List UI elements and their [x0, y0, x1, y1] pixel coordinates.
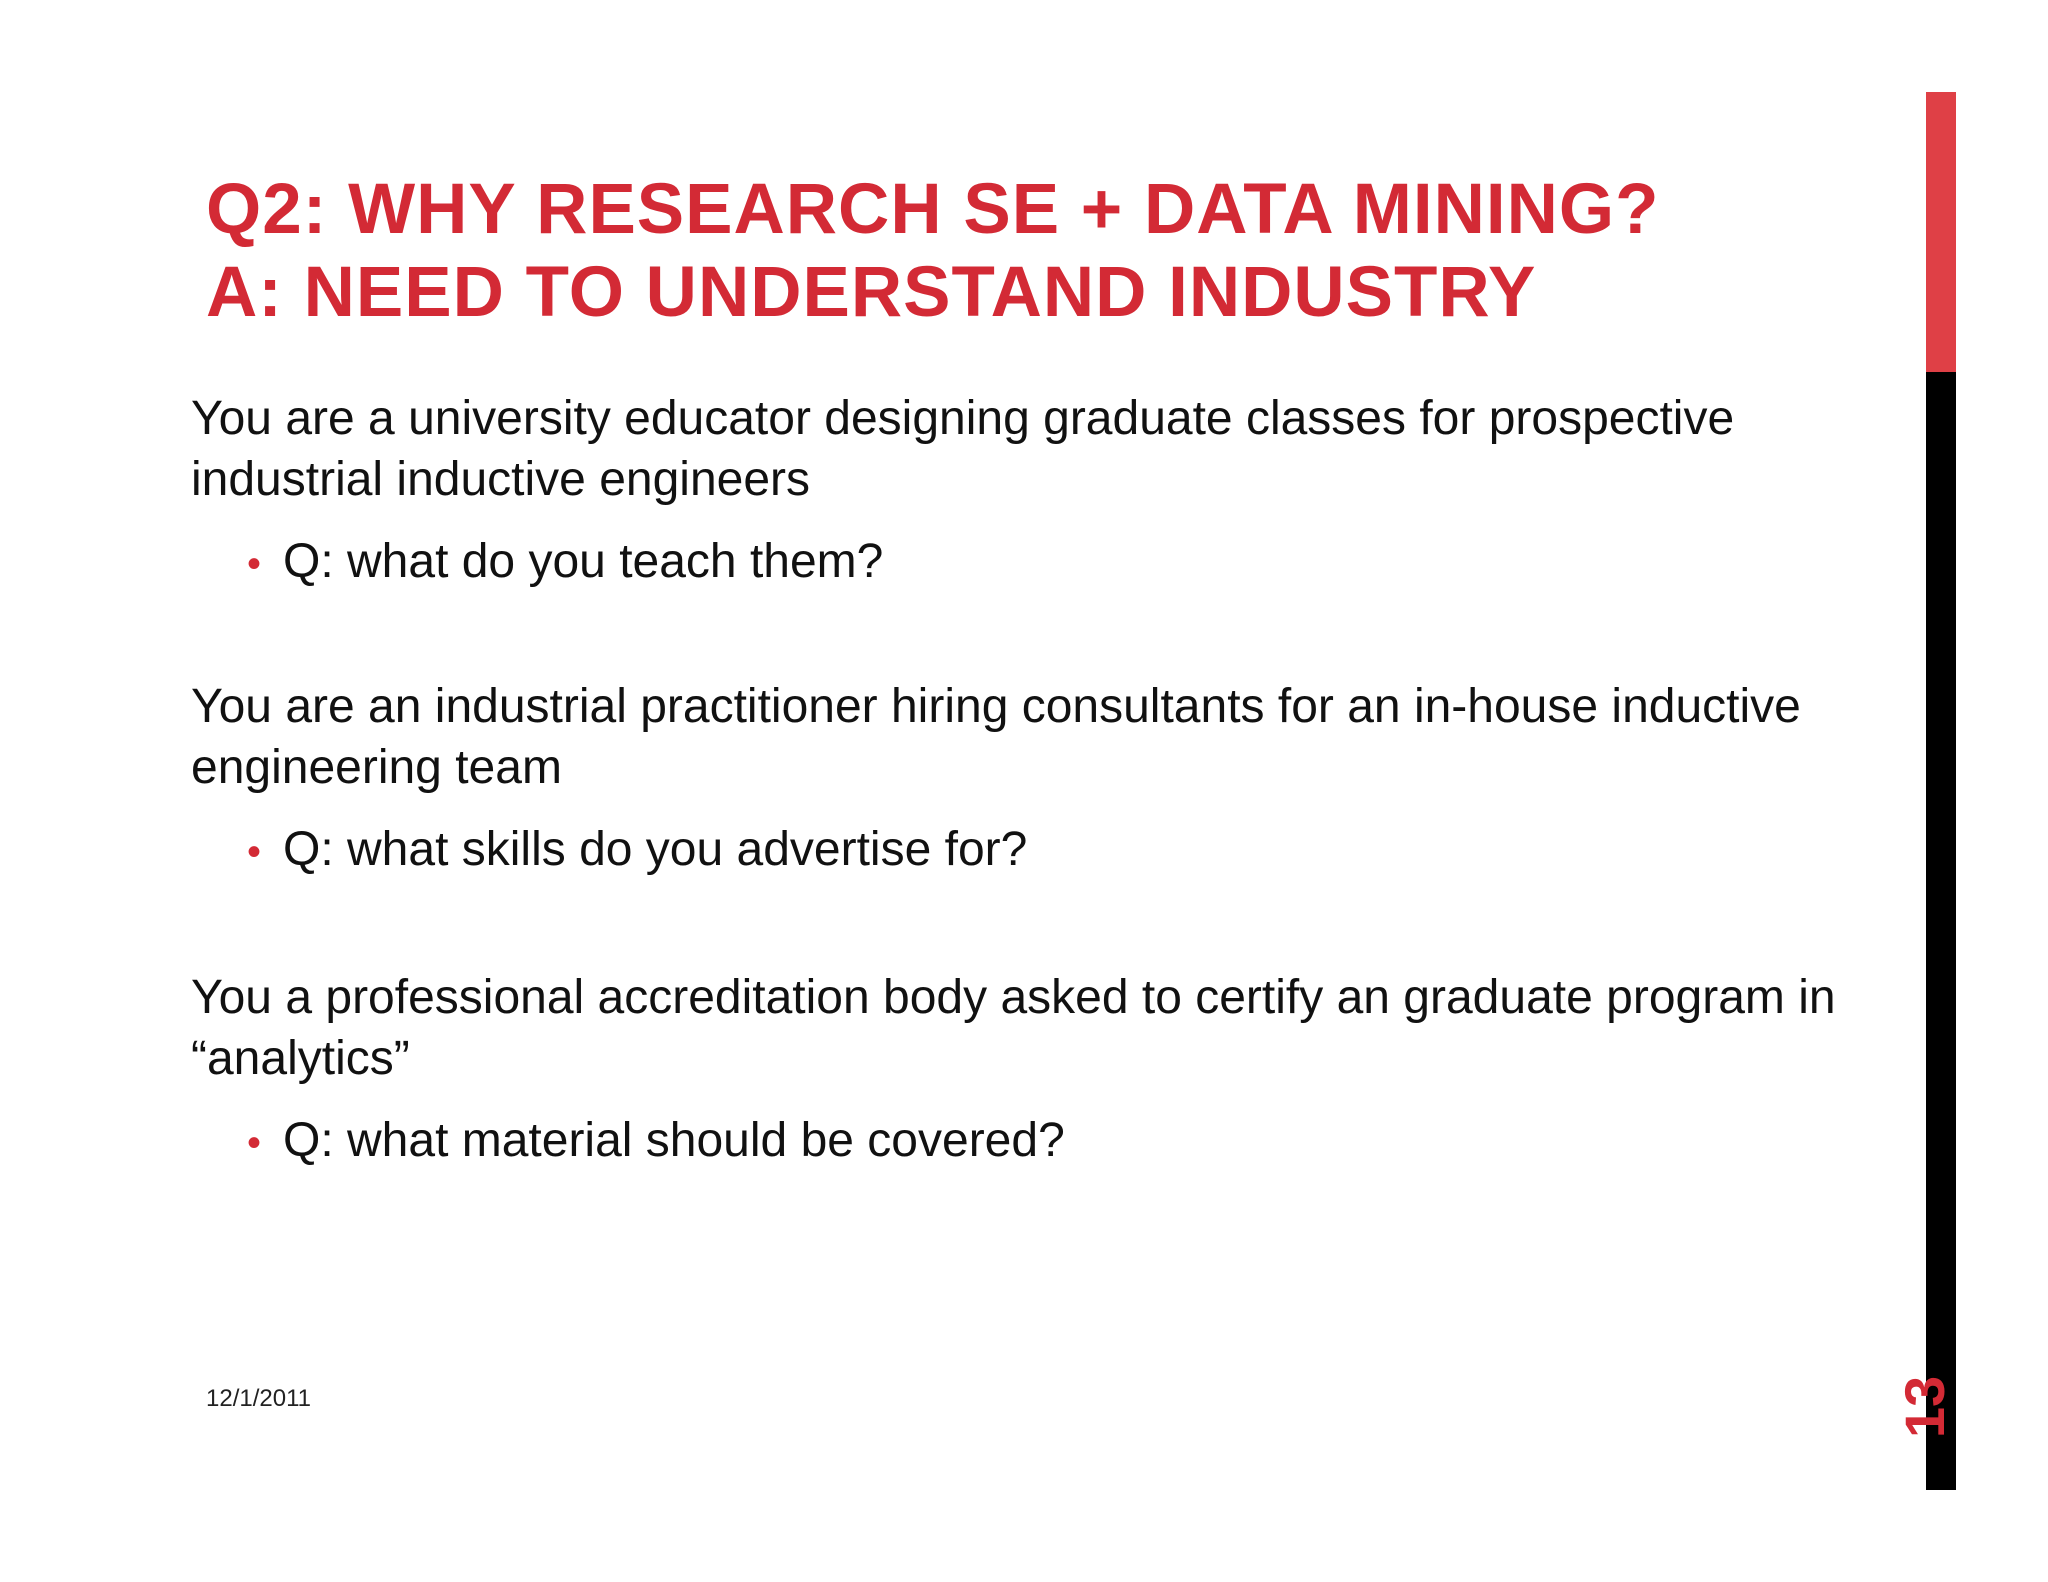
- sidebar-accent-black: [1926, 372, 1956, 1490]
- bullet-item: [247, 1110, 1891, 1174]
- title-line-2: A: NEED TO UNDERSTAND INDUSTRY: [206, 253, 1537, 332]
- content-block: [191, 388, 1891, 595]
- bullet-dot-icon: •: [247, 830, 262, 874]
- bullet-item: [247, 531, 1891, 595]
- bullet-text: Q: what do you teach them?: [283, 535, 884, 588]
- bullet-item: [247, 819, 1891, 883]
- sidebar-accent-red: [1926, 92, 1956, 372]
- paragraph-practitioner: You are an industrial practitioner hiring consultants for an in-house inductive engineering team: [191, 680, 1801, 794]
- slide-date: 12/1/2011: [206, 1385, 311, 1412]
- bullet-text: Q: what material should be covered?: [283, 1114, 1065, 1167]
- paragraph-educator: You are a university educator designing graduate classes for prospective industrial inductive engineers: [191, 392, 1735, 506]
- content-block: [191, 967, 1891, 1174]
- bullet-dot-icon: •: [247, 542, 262, 586]
- page-number: 13: [1893, 1375, 1956, 1439]
- title-line-1: Q2: WHY RESEARCH SE + DATA MINING?: [206, 170, 1660, 249]
- bullet-text: Q: what skills do you advertise for?: [283, 823, 1028, 876]
- bullet-dot-icon: •: [247, 1121, 262, 1165]
- slide-title: [206, 168, 1866, 334]
- paragraph-accreditation: You a professional accreditation body asked to certify an graduate program in “analytics”: [191, 971, 1836, 1085]
- content-block: [191, 676, 1891, 883]
- slide-body: [191, 388, 1891, 1174]
